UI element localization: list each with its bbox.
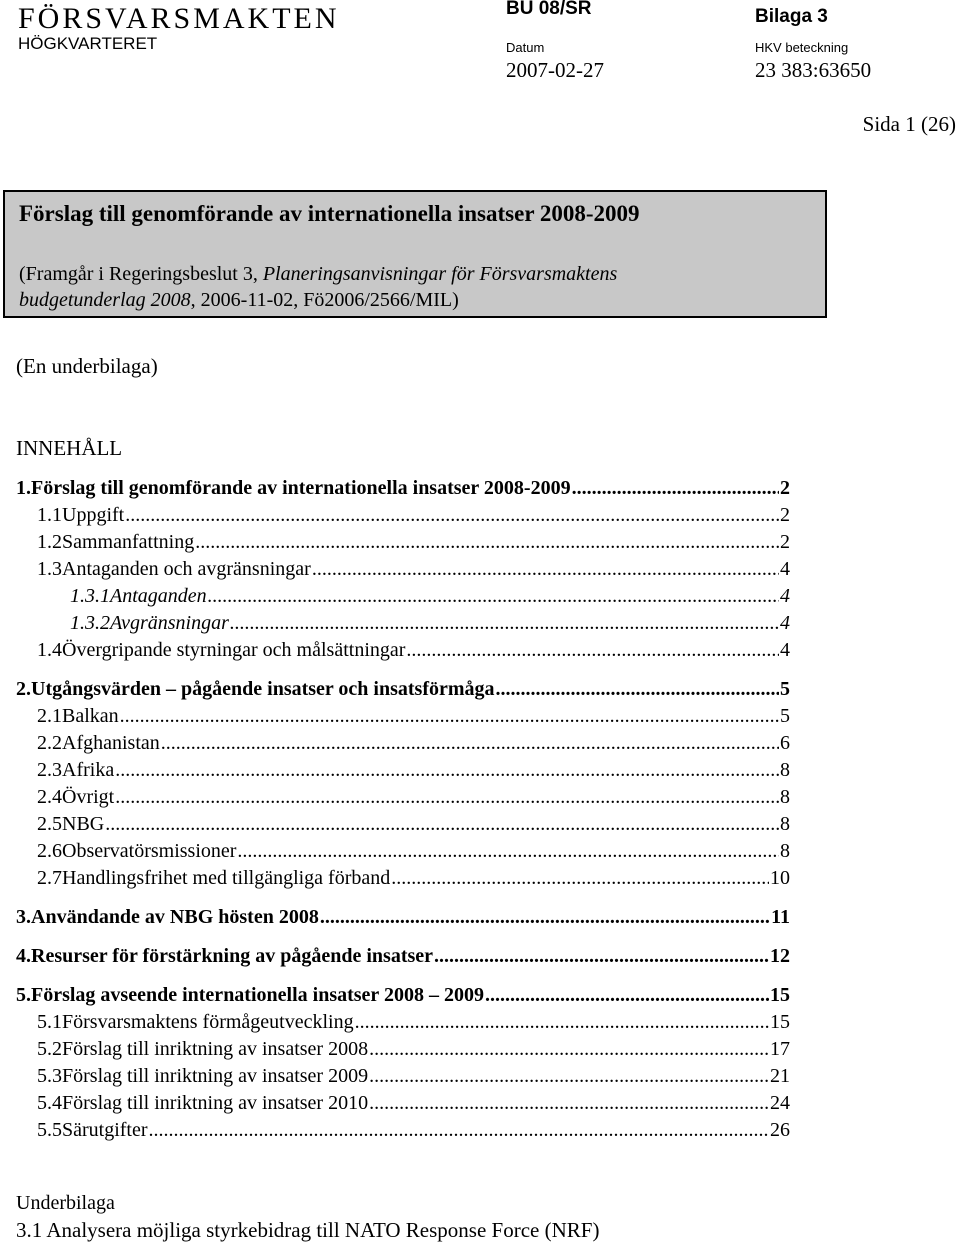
- toc-entry-number: 5.2: [37, 1038, 62, 1060]
- toc-entry-page: 5: [780, 678, 790, 700]
- reference-italic-2: budgetunderlag 2008: [19, 289, 191, 311]
- reference-prefix: (Framgår i Regeringsbeslut 3,: [19, 263, 263, 285]
- toc-entry[interactable]: [37, 731, 790, 755]
- toc-entry-title: Användande av NBG hösten 2008: [31, 906, 319, 928]
- toc-entry-leader: [369, 1091, 769, 1115]
- toc-entry-page: 5: [780, 705, 790, 727]
- toc-entry[interactable]: [37, 839, 790, 863]
- toc-entry-title: Resurser för förstärkning av pågående insatser: [31, 945, 434, 967]
- toc-entry[interactable]: [37, 1091, 790, 1115]
- toc-entry[interactable]: [37, 638, 790, 662]
- toc-entry[interactable]: [37, 758, 790, 782]
- toc-entry-page: 12: [770, 945, 790, 967]
- toc-entry-title: Balkan: [62, 705, 119, 727]
- underbilaga-item: 3.1 Analysera möjliga styrkebidrag till NATO Response Force (NRF): [16, 1218, 600, 1242]
- toc-entry-page: 26: [770, 1119, 790, 1141]
- toc-entry-page: 11: [771, 906, 790, 928]
- toc-entry-page: 8: [780, 813, 790, 835]
- toc-entry[interactable]: [37, 1037, 790, 1061]
- toc-entry-leader: [312, 557, 779, 581]
- toc-entry-page: 4: [780, 612, 790, 634]
- toc-entry-number: 5.1: [37, 1011, 62, 1033]
- toc-entry-title: Försvarsmaktens förmågeutveckling: [62, 1011, 354, 1033]
- toc-entry-number: 1.: [16, 477, 31, 499]
- document-title: Förslag till genomförande av internationella insatser 2008-2009: [19, 201, 640, 226]
- toc-entry-leader: [115, 758, 779, 782]
- toc-entry-number: 2.2: [37, 732, 62, 754]
- toc-entry-page: 17: [770, 1038, 790, 1060]
- toc-entry-title: Afghanistan: [62, 732, 160, 754]
- toc-entry-page: 4: [780, 639, 790, 661]
- toc-entry-leader: [485, 983, 769, 1007]
- toc-entry-page: 15: [770, 984, 790, 1006]
- toc-entry[interactable]: [37, 557, 790, 581]
- toc-entry-leader: [149, 1118, 769, 1142]
- toc-entry-number: 4.: [16, 945, 31, 967]
- toc-entry-page: 15: [770, 1011, 790, 1033]
- toc-entry-leader: [230, 611, 779, 635]
- toc-entry-number: 2.7: [37, 867, 62, 889]
- toc-entry-title: Förslag till inriktning av insatser 2009: [62, 1065, 369, 1087]
- toc-entry-number: 5.: [16, 984, 31, 1006]
- toc-entry-title: Särutgifter: [62, 1119, 148, 1141]
- toc-entry-leader: [105, 812, 779, 836]
- reference-line-2: [19, 288, 459, 312]
- toc-entry[interactable]: [16, 476, 790, 500]
- toc-entry-page: 4: [780, 585, 790, 607]
- toc-entry-title: Övrigt: [62, 786, 115, 808]
- toc-entry-leader: [434, 944, 769, 968]
- toc-entry-leader: [125, 503, 779, 527]
- toc-entry-title: Afrika: [62, 759, 115, 781]
- toc-entry-leader: [369, 1064, 769, 1088]
- toc-entry[interactable]: [37, 866, 790, 890]
- toc-entry-leader: [496, 677, 779, 701]
- toc-entry-page: 10: [770, 867, 790, 889]
- toc-entry[interactable]: [37, 1064, 790, 1088]
- toc-entry-number: 1.3: [37, 558, 62, 580]
- page-info: Sida 1 (26): [862, 112, 956, 136]
- toc-entry-title: Sammanfattning: [62, 531, 195, 553]
- toc-entry-number: 1.3.2: [70, 612, 110, 634]
- organization-unit: HÖGKVARTERET: [18, 34, 158, 53]
- toc-entry-number: 1.3.1: [70, 585, 110, 607]
- bilaga-label: Bilaga 3: [755, 6, 828, 27]
- toc-entry-title: Förslag till inriktning av insatser 2010: [62, 1092, 369, 1114]
- toc-entry-title: Antaganden och avgränsningar: [62, 558, 311, 580]
- reference-suffix: , 2006-11-02, Fö2006/2566/MIL): [190, 289, 459, 311]
- toc-entry-leader: [161, 731, 779, 755]
- toc-entry-title: Förslag till inriktning av insatser 2008: [62, 1038, 369, 1060]
- toc-entry[interactable]: [16, 983, 790, 1007]
- toc-entry[interactable]: [37, 785, 790, 809]
- toc-entry[interactable]: [70, 584, 790, 608]
- toc-entry-page: 2: [780, 531, 790, 553]
- toc-entry-number: 2.4: [37, 786, 62, 808]
- toc-entry-title: Antaganden: [110, 585, 207, 607]
- toc-entry-number: 1.4: [37, 639, 62, 661]
- toc-entry-number: 2.6: [37, 840, 62, 862]
- toc-entry-page: 8: [780, 786, 790, 808]
- subtitle: (En underbilaga): [16, 354, 158, 378]
- toc-entry-leader: [115, 785, 779, 809]
- organization-name: FÖRSVARSMAKTEN: [18, 2, 340, 35]
- date-value: 2007-02-27: [506, 58, 604, 82]
- toc-entry-leader: [237, 839, 779, 863]
- toc-entry-title: NBG: [62, 813, 105, 835]
- toc-entry[interactable]: [16, 677, 790, 701]
- toc-entry-leader: [195, 530, 779, 554]
- toc-entry-number: 3.: [16, 906, 31, 928]
- toc-entry[interactable]: [37, 1010, 790, 1034]
- toc-entry[interactable]: [16, 944, 790, 968]
- toc-entry-page: 24: [770, 1092, 790, 1114]
- title-box: [3, 190, 827, 318]
- toc-entry-number: 1.1: [37, 504, 62, 526]
- toc-entry-title: Avgränsningar: [110, 612, 229, 634]
- toc-entry-page: 2: [780, 504, 790, 526]
- toc-entry-title: Uppgift: [62, 504, 125, 526]
- toc-entry-number: 5.4: [37, 1092, 62, 1114]
- hkv-label: HKV beteckning: [755, 40, 849, 55]
- toc-entry-leader: [120, 704, 779, 728]
- date-label: Datum: [506, 40, 545, 55]
- toc-entry-number: 5.5: [37, 1119, 62, 1141]
- toc-entry-leader: [369, 1037, 769, 1061]
- toc-entry[interactable]: [16, 905, 790, 929]
- toc-entry[interactable]: [37, 530, 790, 554]
- underbilaga-heading: Underbilaga: [16, 1192, 115, 1214]
- toc-entry-number: 5.3: [37, 1065, 62, 1087]
- reference-italic-1: Planeringsanvisningar för Försvarsmaktens: [262, 263, 618, 285]
- toc-entry-title: Förslag avseende internationella insatser 2008 – 2009: [31, 984, 484, 1006]
- toc-entry[interactable]: [70, 611, 790, 635]
- toc-entry-leader: [320, 905, 770, 929]
- toc-entry-leader: [391, 866, 769, 890]
- toc-entry-number: 2.3: [37, 759, 62, 781]
- toc-entry-number: 2.5: [37, 813, 62, 835]
- toc-entry-leader: [355, 1010, 769, 1034]
- toc-entry-number: 2.1: [37, 705, 62, 727]
- toc-entry-leader: [406, 638, 779, 662]
- toc-entry-page: 21: [770, 1065, 790, 1087]
- toc-entry-number: 1.2: [37, 531, 62, 553]
- toc-entry-page: 8: [780, 759, 790, 781]
- toc-entry[interactable]: [37, 503, 790, 527]
- toc-entry-page: 4: [780, 558, 790, 580]
- reference-line-1: [19, 262, 617, 286]
- toc-entry-leader: [208, 584, 779, 608]
- toc-entry[interactable]: [37, 1118, 790, 1142]
- toc-entry-page: 8: [780, 840, 790, 862]
- toc-entry-page: 2: [780, 477, 790, 499]
- toc-entry-number: 2.: [16, 678, 31, 700]
- toc-entry[interactable]: [37, 704, 790, 728]
- toc-entry-title: Handlingsfrihet med tillgängliga förband: [62, 867, 391, 889]
- toc-entry-title: Förslag till genomförande av internationella insatser 2008-2009: [31, 477, 571, 499]
- toc-heading: INNEHÅLL: [16, 436, 123, 460]
- toc-entry-title: Övergripande styrningar och målsättningar: [62, 639, 406, 661]
- toc-entry-title: Utgångsvärden – pågående insatser och insatsförmåga: [31, 678, 495, 700]
- toc-entry-title: Observatörsmissioner: [62, 840, 237, 862]
- toc-entry-page: 6: [780, 732, 790, 754]
- toc-entry[interactable]: [37, 812, 790, 836]
- toc-entry-leader: [572, 476, 779, 500]
- document-code: BU 08/SR: [506, 0, 592, 19]
- hkv-value: 23 383:63650: [755, 58, 872, 82]
